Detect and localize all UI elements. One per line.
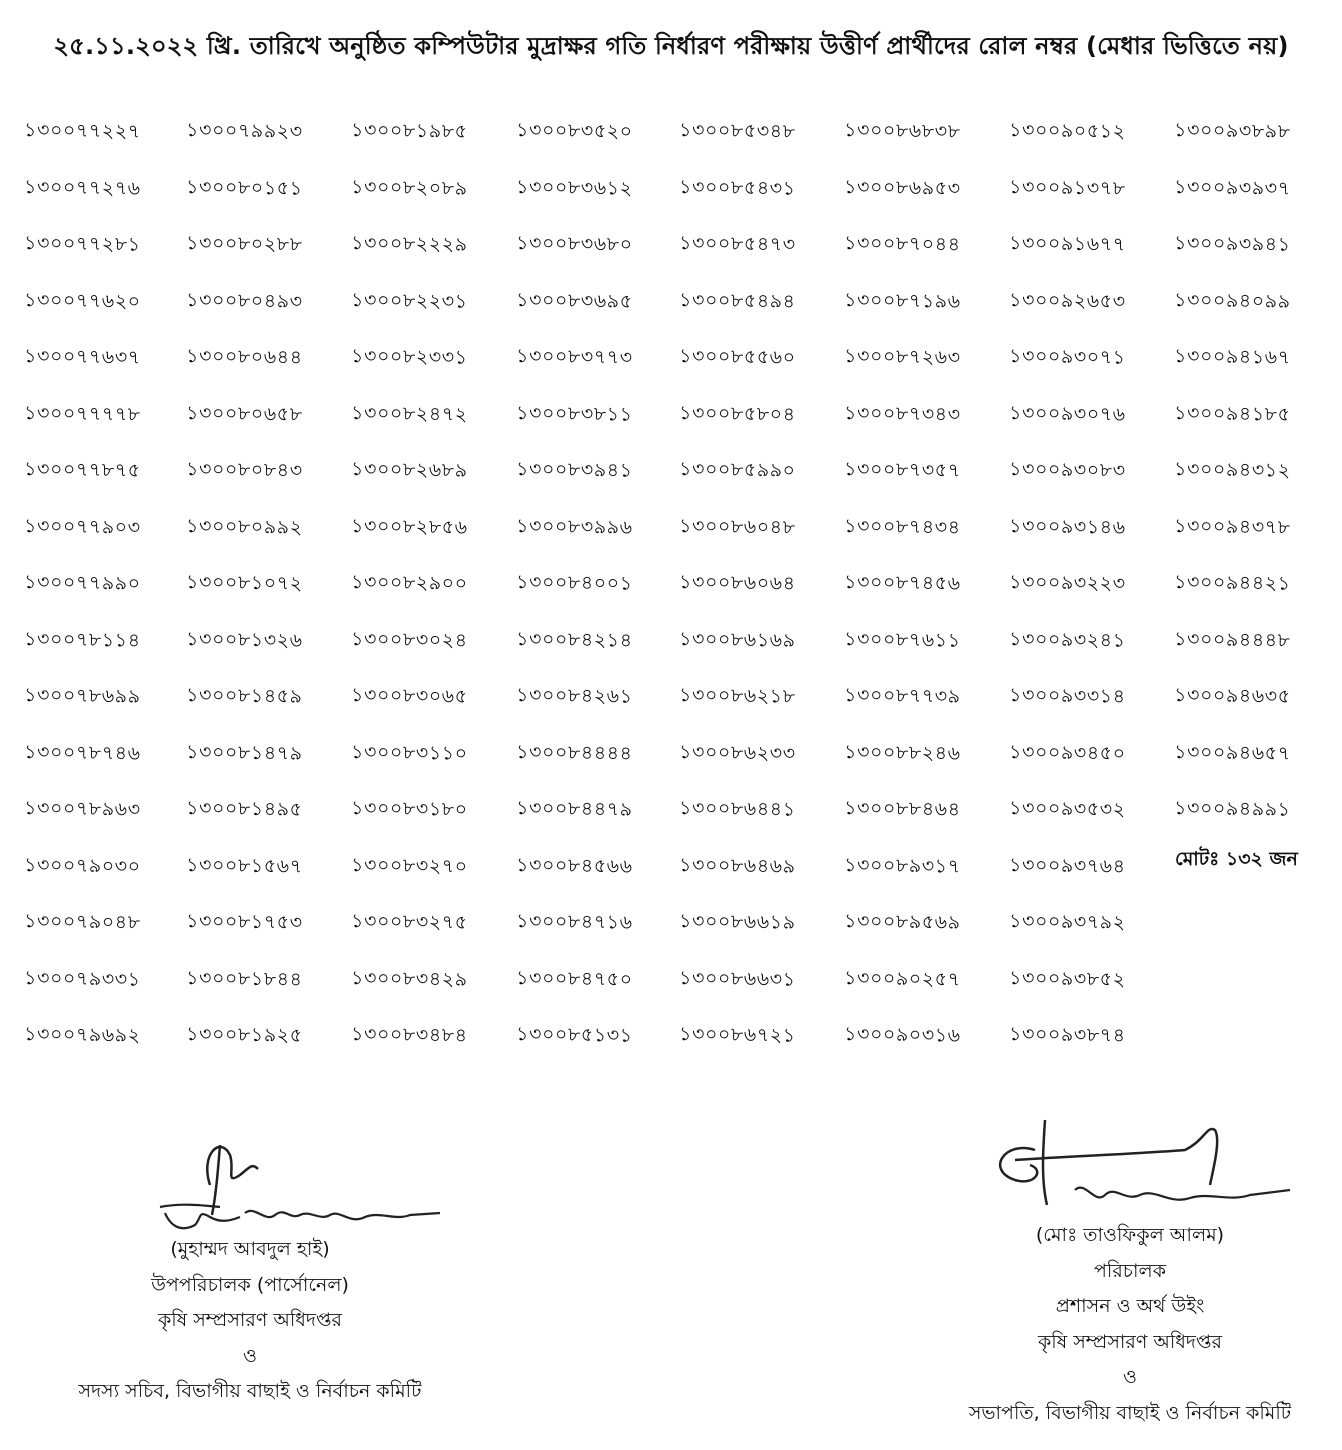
right-signatory-and: ও <box>1123 1366 1137 1388</box>
roll-number: ১৩০০৮৭৩৪৩ <box>843 401 961 426</box>
roll-number: ১৩০০৮৩৯৯৬ <box>515 514 633 539</box>
roll-number: ১৩০০৮৯৫৬৯ <box>843 910 961 934</box>
roll-number: ১৩০০৮৯৩১৭ <box>843 853 961 878</box>
roll-number: ১৩০০৯৪৬৫৭ <box>1173 740 1291 765</box>
roll-number: ১৩০০৮৭০৪৪ <box>843 232 961 256</box>
roll-number: ১৩০০৯৪৯৯১ <box>1173 797 1291 821</box>
roll-number: ১৩০০৮৫১৩১ <box>515 1023 633 1047</box>
roll-number: ১৩০০৮৭৭৩৯ <box>843 684 961 708</box>
roll-number: ১৩০০৮৮২৪৬ <box>843 740 961 765</box>
roll-number: ১৩০০৮৬২১৮ <box>678 684 796 708</box>
roll-number: ১৩০০৮১৯৮৫ <box>350 119 468 143</box>
roll-column <box>844 112 1008 1073</box>
roll-number: ১৩০০৭৭৮৭৫ <box>23 458 141 482</box>
roll-number: ১৩০০৯৩২৪১ <box>1008 627 1126 652</box>
roll-number: ১৩০০৮৩১১০ <box>350 740 468 765</box>
roll-number: ১৩০০৭৭৬২০ <box>23 288 141 313</box>
roll-number: ১৩০০৮৩২৭৫ <box>350 910 468 934</box>
roll-number: ১৩০০৯৪৪৪৮ <box>1173 627 1291 652</box>
roll-number: ১৩০০৮৩৪৮৪ <box>350 1023 468 1047</box>
roll-number: ১৩০০৭৯০৩০ <box>23 853 141 878</box>
roll-number: ১৩০০৯১৬৭৭ <box>1008 232 1126 256</box>
roll-number: ১৩০০৮৩৬৮০ <box>515 232 633 256</box>
right-signatory-wing: প্রশাসন ও অর্থ উইং <box>1055 1295 1205 1317</box>
roll-number: ১৩০০৮৬৪৪১ <box>678 797 796 821</box>
right-signatory-committee-role: সভাপতি, বিভাগীয় বাছাই ও নির্বাচন কমিটি <box>968 1401 1292 1424</box>
right-signatory-name: (মোঃ তাওফিকুল আলম) <box>1035 1224 1225 1246</box>
roll-number: ১৩০০৮৩৬১২ <box>515 175 633 200</box>
roll-number: ১৩০০৮৩৪২৯ <box>350 966 468 991</box>
roll-number: ১৩০০৮০৮৪৩ <box>185 458 303 482</box>
roll-number: ১৩০০৮৬৬১৯ <box>678 910 796 934</box>
roll-number: ১৩০০৮৪৭৫০ <box>515 966 633 991</box>
roll-number: ১৩০০৮৫৫৬০ <box>678 345 796 369</box>
roll-number: ১৩০০৮৪৫৬৬ <box>515 853 633 878</box>
left-signatory-block <box>40 1232 460 1410</box>
left-signatory-and: ও <box>243 1344 257 1367</box>
roll-number: ১৩০০৯৩৪৫০ <box>1008 740 1126 765</box>
roll-number: ১৩০০৮০৪৯৩ <box>185 288 303 313</box>
roll-number: ১৩০০৮১০৭২ <box>185 571 303 595</box>
roll-number: ১৩০০৭৭৯০৩ <box>23 514 141 539</box>
roll-number: ১৩০০৮৭৪৩৪ <box>843 514 961 539</box>
roll-number: ১৩০০৮৩৯৪১ <box>515 458 633 482</box>
roll-number: ১৩০০৮০১৫১ <box>185 175 303 200</box>
roll-number: ১৩০০৮৩২৭০ <box>350 853 468 878</box>
roll-number: ১৩০০৮৩৮১১ <box>515 401 633 426</box>
roll-number: ১৩০০৯৩৯৩৭ <box>1173 175 1291 200</box>
roll-number: ১৩০০৮৭৩৫৭ <box>843 458 961 482</box>
roll-number: ১৩০০৮৬০৪৮ <box>678 514 796 539</box>
roll-number: ১৩০০৯৪৪২১ <box>1173 571 1291 595</box>
roll-number: ১৩০০৮৩৫২০ <box>515 119 633 143</box>
roll-number: ১৩০০৯৪৩১২ <box>1173 458 1291 482</box>
roll-number: ১৩০০৭৮৯৬৩ <box>23 797 141 821</box>
roll-number: ১৩০০৮১৪৭৯ <box>185 740 303 765</box>
roll-number: ১৩০০৭৮৭৪৬ <box>23 740 141 765</box>
roll-number: ১৩০০৭৭২৮১ <box>23 232 141 256</box>
roll-number: ১৩০০৮৪৭১৬ <box>515 910 633 934</box>
roll-number: ১৩০০৮৩০২৪ <box>350 627 468 652</box>
left-signatory-committee-role: সদস্য সচিব, বিভাগীয় বাছাই ও নির্বাচন কমিটি <box>78 1380 422 1402</box>
roll-number: ১৩০০৮২৯০০ <box>350 571 468 595</box>
roll-number: ১৩০০৯৩৭৬৪ <box>1008 853 1126 878</box>
roll-number: ১৩০০৯২৬৫৩ <box>1008 288 1126 313</box>
roll-number: ১৩০০৮৫৪৭৩ <box>678 232 796 256</box>
roll-number: ১৩০০৯৩৯৪১ <box>1173 232 1291 256</box>
roll-number: ১৩০০৯৩৩১৪ <box>1008 684 1126 708</box>
roll-number: ১৩০০৮২৪৭২ <box>350 401 468 426</box>
roll-number: ১৩০০৮২৩৩১ <box>350 345 468 369</box>
roll-number: ১৩০০৮২২৩১ <box>350 288 468 313</box>
right-signatory-office: কৃষি সম্প্রসারণ অধিদপ্তর <box>1038 1330 1222 1353</box>
roll-number: ১৩০০৯৪৬৩৫ <box>1173 684 1291 708</box>
roll-number: ১৩০০৮৫৪৯৪ <box>678 288 796 313</box>
roll-number: ১৩০০৯৩০৮৩ <box>1008 458 1126 482</box>
page-title: ২৫.১১.২০২২ খ্রি. তারিখে অনুষ্ঠিত কম্পিউটার মুদ্রাক্ষর গতি নির্ধারণ পরীক্ষায় উত্তীর্ণ প্রার্থীদের রোল নম্বর (মেধার ভিত্তিতে নয়) <box>53 32 1289 60</box>
roll-number: ১৩০০৯৩৮৫২ <box>1008 966 1126 991</box>
roll-number: ১৩০০৭৯০৪৮ <box>23 910 141 934</box>
roll-number: ১৩০০৮৬৪৬৯ <box>678 853 796 878</box>
roll-number: ১৩০০৮৩৭৭৩ <box>515 345 633 369</box>
roll-number: ১৩০০৯৩১৪৬ <box>1008 514 1126 539</box>
left-signatory-designation: উপপরিচালক (পার্সোনেল) <box>151 1273 349 1296</box>
roll-number: ১৩০০৮৩১৮০ <box>350 797 468 821</box>
roll-number: ১৩০০৮১৮৪৪ <box>185 966 303 991</box>
roll-number: ১৩০০৮৬২৩৩ <box>678 740 796 765</box>
roll-number: ১৩০০৯৩৮৭৪ <box>1008 1023 1126 1047</box>
roll-number: ১৩০০৭৭২৭৬ <box>23 175 141 200</box>
roll-column <box>186 112 350 1073</box>
roll-number: ১৩০০৮১৭৫৩ <box>185 910 303 934</box>
roll-number: ১৩০০৯৩৫৩২ <box>1008 797 1126 821</box>
roll-number: ১৩০০৮৬৬৩১ <box>678 966 796 991</box>
roll-number: ১৩০০৮৬৮৩৮ <box>843 119 961 143</box>
roll-number: ১৩০০৮১৪৫৯ <box>185 684 303 708</box>
roll-number: ১৩০০৯৪৩৭৮ <box>1173 514 1291 539</box>
roll-number: ১৩০০৮৩৬৯৫ <box>515 288 633 313</box>
roll-number: ১৩০০৮১৯২৫ <box>185 1023 303 1047</box>
left-signatory-name: (মুহাম্মদ আবদুল হাই) <box>170 1238 330 1260</box>
roll-number: ১৩০০৮৫৯৯০ <box>678 458 796 482</box>
roll-number: ১৩০০৮১৩২৬ <box>185 627 303 652</box>
roll-number: ১৩০০৮৮৪৬৪ <box>843 797 961 821</box>
roll-number: ১৩০০৮৫৩৪৮ <box>678 119 796 143</box>
roll-number: ১৩০০৯৩০৭৬ <box>1008 401 1126 426</box>
roll-number: ১৩০০৮২২২৯ <box>350 232 468 256</box>
roll-number: ১৩০০৮২৮৫৬ <box>350 514 468 539</box>
roll-number: ১৩০০৮৩০৬৫ <box>350 684 468 708</box>
left-signature <box>140 1125 450 1245</box>
roll-column <box>351 112 515 1073</box>
roll-number: ১৩০০৭৭৬৩৭ <box>23 345 141 369</box>
roll-number: ১৩০০৮০৬৪৪ <box>185 345 303 369</box>
roll-number: ১৩০০৭৯৯২৩ <box>185 119 303 143</box>
roll-number: ১৩০০৮৭৬১১ <box>843 627 961 652</box>
roll-number: ১৩০০৮৪৪৪৪ <box>515 740 633 765</box>
roll-number: ১৩০০৯৪০৯৯ <box>1173 288 1291 313</box>
roll-number: ১৩০০৮৪৪৭৯ <box>515 797 633 821</box>
roll-number: ১৩০০৭৮৬৯৯ <box>23 684 141 708</box>
roll-number: ১৩০০৭৭২২৭ <box>23 119 141 143</box>
roll-number: ১৩০০৮৭১৯৬ <box>843 288 961 313</box>
roll-number: ১৩০০৮০২৮৮ <box>185 232 303 256</box>
roll-number: ১৩০০৮৪২১৪ <box>515 627 633 652</box>
roll-number: ১৩০০৮৬১৬৯ <box>678 627 796 652</box>
roll-number-grid <box>24 112 1334 1072</box>
right-signatory-block <box>930 1218 1330 1431</box>
roll-number: ১৩০০৮৪০০১ <box>515 571 633 595</box>
left-signatory-office: কৃষি সম্প্রসারণ অধিদপ্তর <box>158 1309 342 1331</box>
total-count: মোটঃ ১৩২ জন <box>1175 848 1298 870</box>
roll-number: ১৩০০৯০৫১২ <box>1008 119 1126 143</box>
roll-number: ১৩০০৮০৬৫৮ <box>185 401 303 426</box>
roll-column <box>1009 112 1173 1073</box>
roll-number: ১৩০০৮৭৪৫৬ <box>843 571 961 595</box>
roll-column <box>24 112 188 1073</box>
roll-number: ১৩০০৮৪২৬১ <box>515 684 633 708</box>
roll-number: ১৩০০৮১৫৬৭ <box>185 853 303 878</box>
roll-number: ১৩০০৭৯৩৩১ <box>23 966 141 991</box>
roll-number: ১৩০০৮৭২৬৩ <box>843 345 961 369</box>
roll-number: ১৩০০৮২০৮৯ <box>350 175 468 200</box>
roll-number: ১৩০০৭৭৯৯০ <box>23 571 141 595</box>
roll-number: ১৩০০৯০২৫৭ <box>843 966 961 991</box>
right-signature <box>975 1110 1305 1220</box>
roll-number: ১৩০০৯০৩১৬ <box>843 1023 961 1047</box>
roll-number: ১৩০০৯৩৭৯২ <box>1008 910 1126 934</box>
roll-number: ১৩০০৮২৬৮৯ <box>350 458 468 482</box>
roll-number: ১৩০০৮৫৮০৪ <box>678 401 796 426</box>
roll-number: ১৩০০৮০৯৯২ <box>185 514 303 539</box>
roll-column <box>516 112 680 1073</box>
right-signatory-designation: পরিচালক <box>1094 1259 1166 1282</box>
roll-number: ১৩০০৯৩২২৩ <box>1008 571 1126 595</box>
roll-number: ১৩০০৮১৪৯৫ <box>185 797 303 821</box>
roll-number: ১৩০০৯১৩৭৮ <box>1008 175 1126 200</box>
roll-number: ১৩০০৭৯৬৯২ <box>23 1023 141 1047</box>
roll-number: ১৩০০৮৬৯৫৩ <box>843 175 961 200</box>
roll-number: ১৩০০৮৬০৬৪ <box>678 571 796 595</box>
roll-number: ১৩০০৯৩০৭১ <box>1008 345 1126 369</box>
roll-column <box>679 112 843 1073</box>
roll-column <box>1174 112 1338 847</box>
roll-number: ১৩০০৭৭৭৭৮ <box>23 401 141 426</box>
roll-number: ১৩০০৯৪১৬৭ <box>1173 345 1291 369</box>
roll-number: ১৩০০৯৪১৮৫ <box>1173 401 1291 426</box>
roll-number: ১৩০০৮৫৪৩১ <box>678 175 796 200</box>
roll-number: ১৩০০৮৬৭২১ <box>678 1023 796 1047</box>
roll-number: ১৩০০৭৮১১৪ <box>23 627 141 652</box>
roll-number: ১৩০০৯৩৮৯৮ <box>1173 119 1291 143</box>
